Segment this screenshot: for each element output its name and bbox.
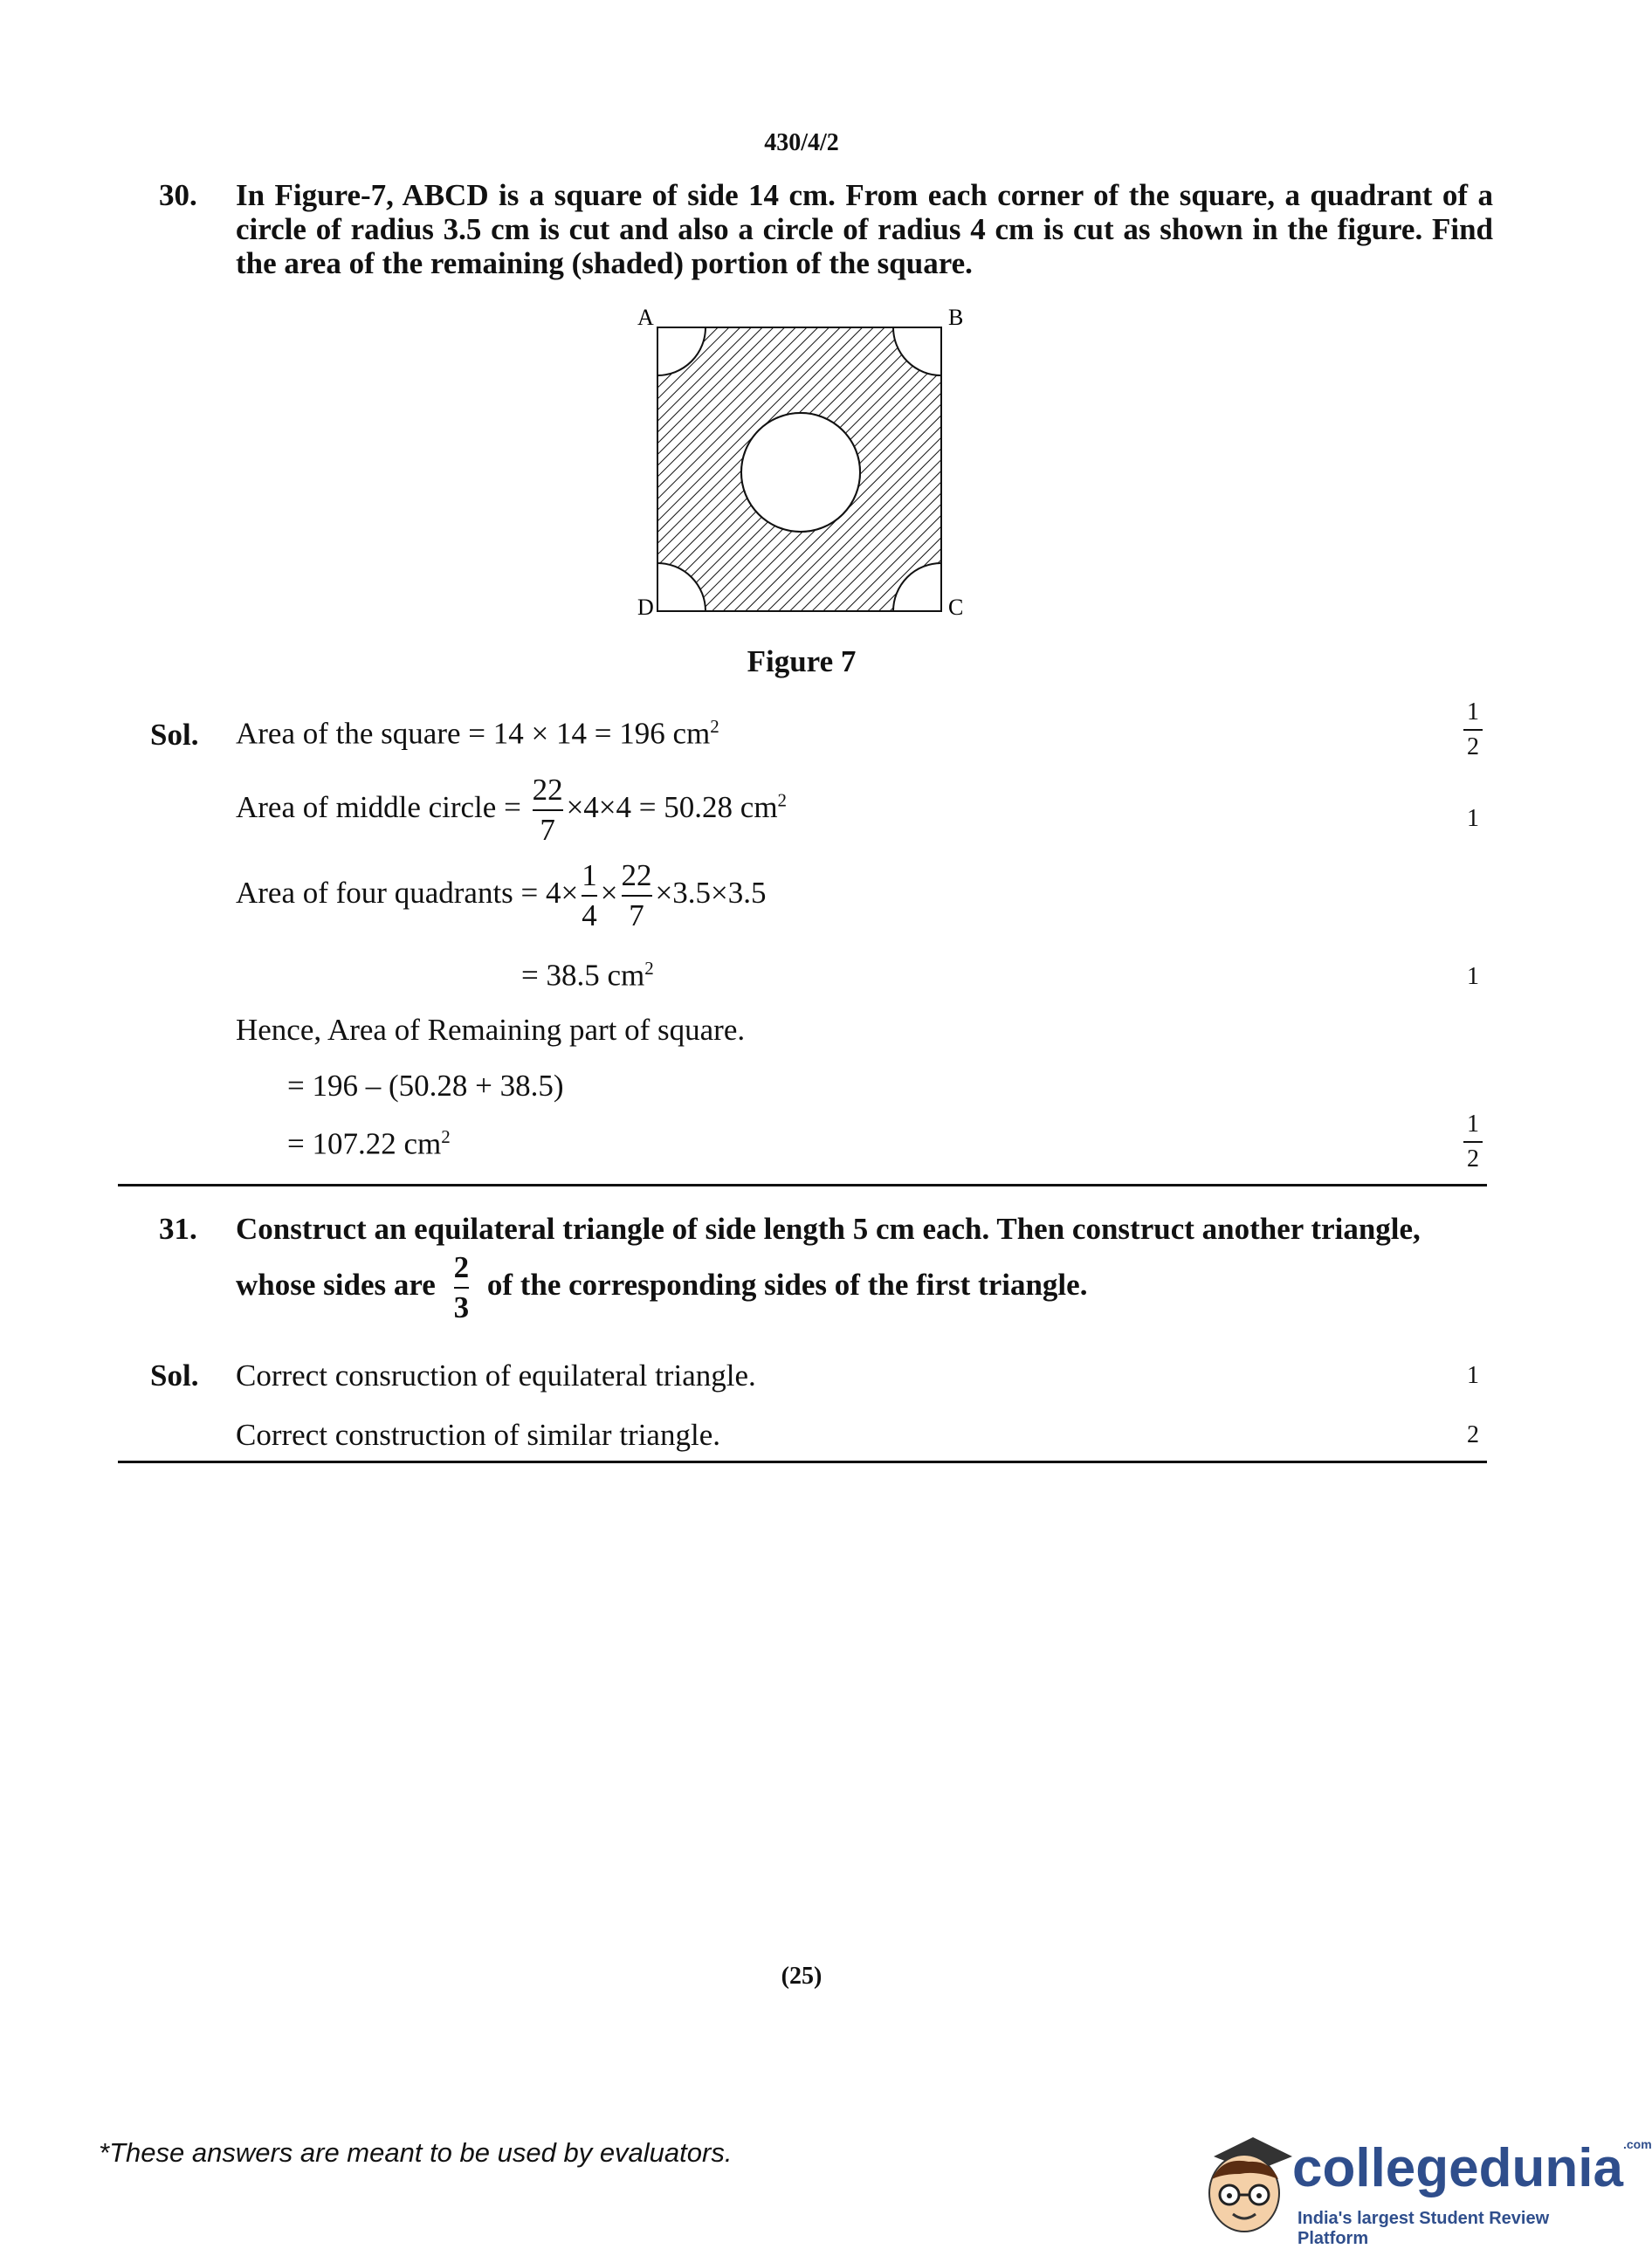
mark-half-2-num: 1 [1467,1111,1479,1138]
mark-1-a: 1 [1467,805,1479,832]
evaluator-note: *These answers are meant to be used by evaluators. [99,2137,733,2168]
mark-half-1-num: 1 [1467,698,1479,726]
sol31-mark-1: 1 [1467,1362,1479,1389]
mark-half-2 [1460,1111,1486,1173]
fraction-22-7-b [622,858,652,933]
sol30-square-area [236,716,719,752]
sol31-line1: Correct consruction of equilateral triangle. [236,1358,756,1393]
vertex-label-c: C [948,595,964,620]
mark-half-2-bar [1463,1141,1483,1143]
question-30-number: 30. [159,178,197,212]
mark-half-1 [1460,698,1486,761]
vertex-label-b: B [948,305,964,330]
frac-bar [533,809,563,811]
fraction-22-7 [533,773,563,848]
mark-half-1-bar [1463,729,1483,731]
paper-code: 430/4/2 [764,129,839,156]
sol30-quadrant-result [521,958,654,994]
mark-half-2-den: 2 [1467,1145,1479,1173]
vertex-label-a: A [637,305,654,330]
sol30-line3-suffix: ×3.5×3.5 [655,876,767,911]
frac-bar [454,1287,470,1289]
vertex-label-d: D [637,595,654,620]
frac-num: 2 [453,1250,470,1284]
sol30-line3-a: 4× [546,876,579,911]
sol30-line4-text: = 38.5 cm [521,958,645,993]
sol30-line7-text: = 107.22 cm [287,1126,442,1161]
frac-den: 3 [453,1290,470,1324]
frac-den: 7 [540,813,555,847]
fraction-2-3 [454,1250,470,1325]
figure-7-drawing [637,305,964,630]
frac-bar [622,895,652,897]
frac-num: 22 [621,858,652,892]
page-number: (25) [781,1963,823,1990]
sol30-line2-suffix: ×4×4 = 50.28 cm [566,790,778,825]
middle-circle [741,413,860,532]
sol30-subtraction: = 196 – (50.28 + 38.5) [287,1069,564,1103]
frac-num: 1 [582,858,597,892]
frac-bar [582,895,597,897]
brand-name [1292,2137,1652,2199]
sol30-line3-prefix: Area of four quadrants = [236,876,539,911]
sol30-line7-exp: 2 [441,1126,451,1147]
sol31-line2: Correct construction of similar triangle. [236,1418,720,1452]
sol30-line2-exp: 2 [777,789,788,811]
question-31-text-line1: Construct an equilateral triangle of side length 5 cm each. Then construct another triangle, [236,1212,1421,1246]
section-divider [118,1184,1487,1186]
figure-caption: Figure 7 [747,644,857,678]
figure-7 [637,305,964,630]
sol30-line3-mid: × [600,876,618,911]
q31-prefix: whose sides are [236,1268,436,1303]
sol30-final-answer [287,1126,451,1162]
sol30-line1-text: Area of the square = 14 × 14 = 196 cm [236,716,711,751]
mascot-logo [1187,2122,1301,2244]
question-30-text: In Figure-7, ABCD is a square of side 14 cm. From each corner of the square, a quadrant of a circle of radius 3.5 cm is cut and also a circle of radius 4 cm is cut as shown in the figure. Find the area of the remaining (shaded) portion of the square. [236,178,1493,280]
sol30-line2-prefix: Area of middle circle = [236,790,521,825]
solution-30-label: Sol. [150,718,199,752]
frac-den: 4 [582,898,597,932]
solution-31-label: Sol. [150,1358,199,1393]
sol30-circle-area [236,773,787,848]
question-31-text-line2 [236,1250,1493,1325]
brand-suffix: .com [1622,2137,1652,2151]
sol30-quadrant-area [236,858,767,933]
question-31-number: 31. [159,1212,197,1246]
frac-num: 22 [532,773,563,807]
sol30-line1-exp: 2 [710,716,719,737]
brand-word: collegedunia [1292,2138,1623,2198]
mark-1-b: 1 [1467,963,1479,990]
brand-tagline: India's largest Student Review Platform [1298,2209,1550,2248]
sol30-hence: Hence, Area of Remaining part of square. [236,1013,746,1047]
mark-half-1-den: 2 [1467,733,1479,760]
fraction-1-4 [582,858,597,933]
frac-den: 7 [629,898,644,932]
sol31-mark-2: 2 [1467,1421,1479,1448]
sol30-line4-exp: 2 [644,958,654,979]
q31-suffix: of the corresponding sides of the first triangle. [486,1268,1088,1303]
section-divider-2 [118,1461,1487,1463]
